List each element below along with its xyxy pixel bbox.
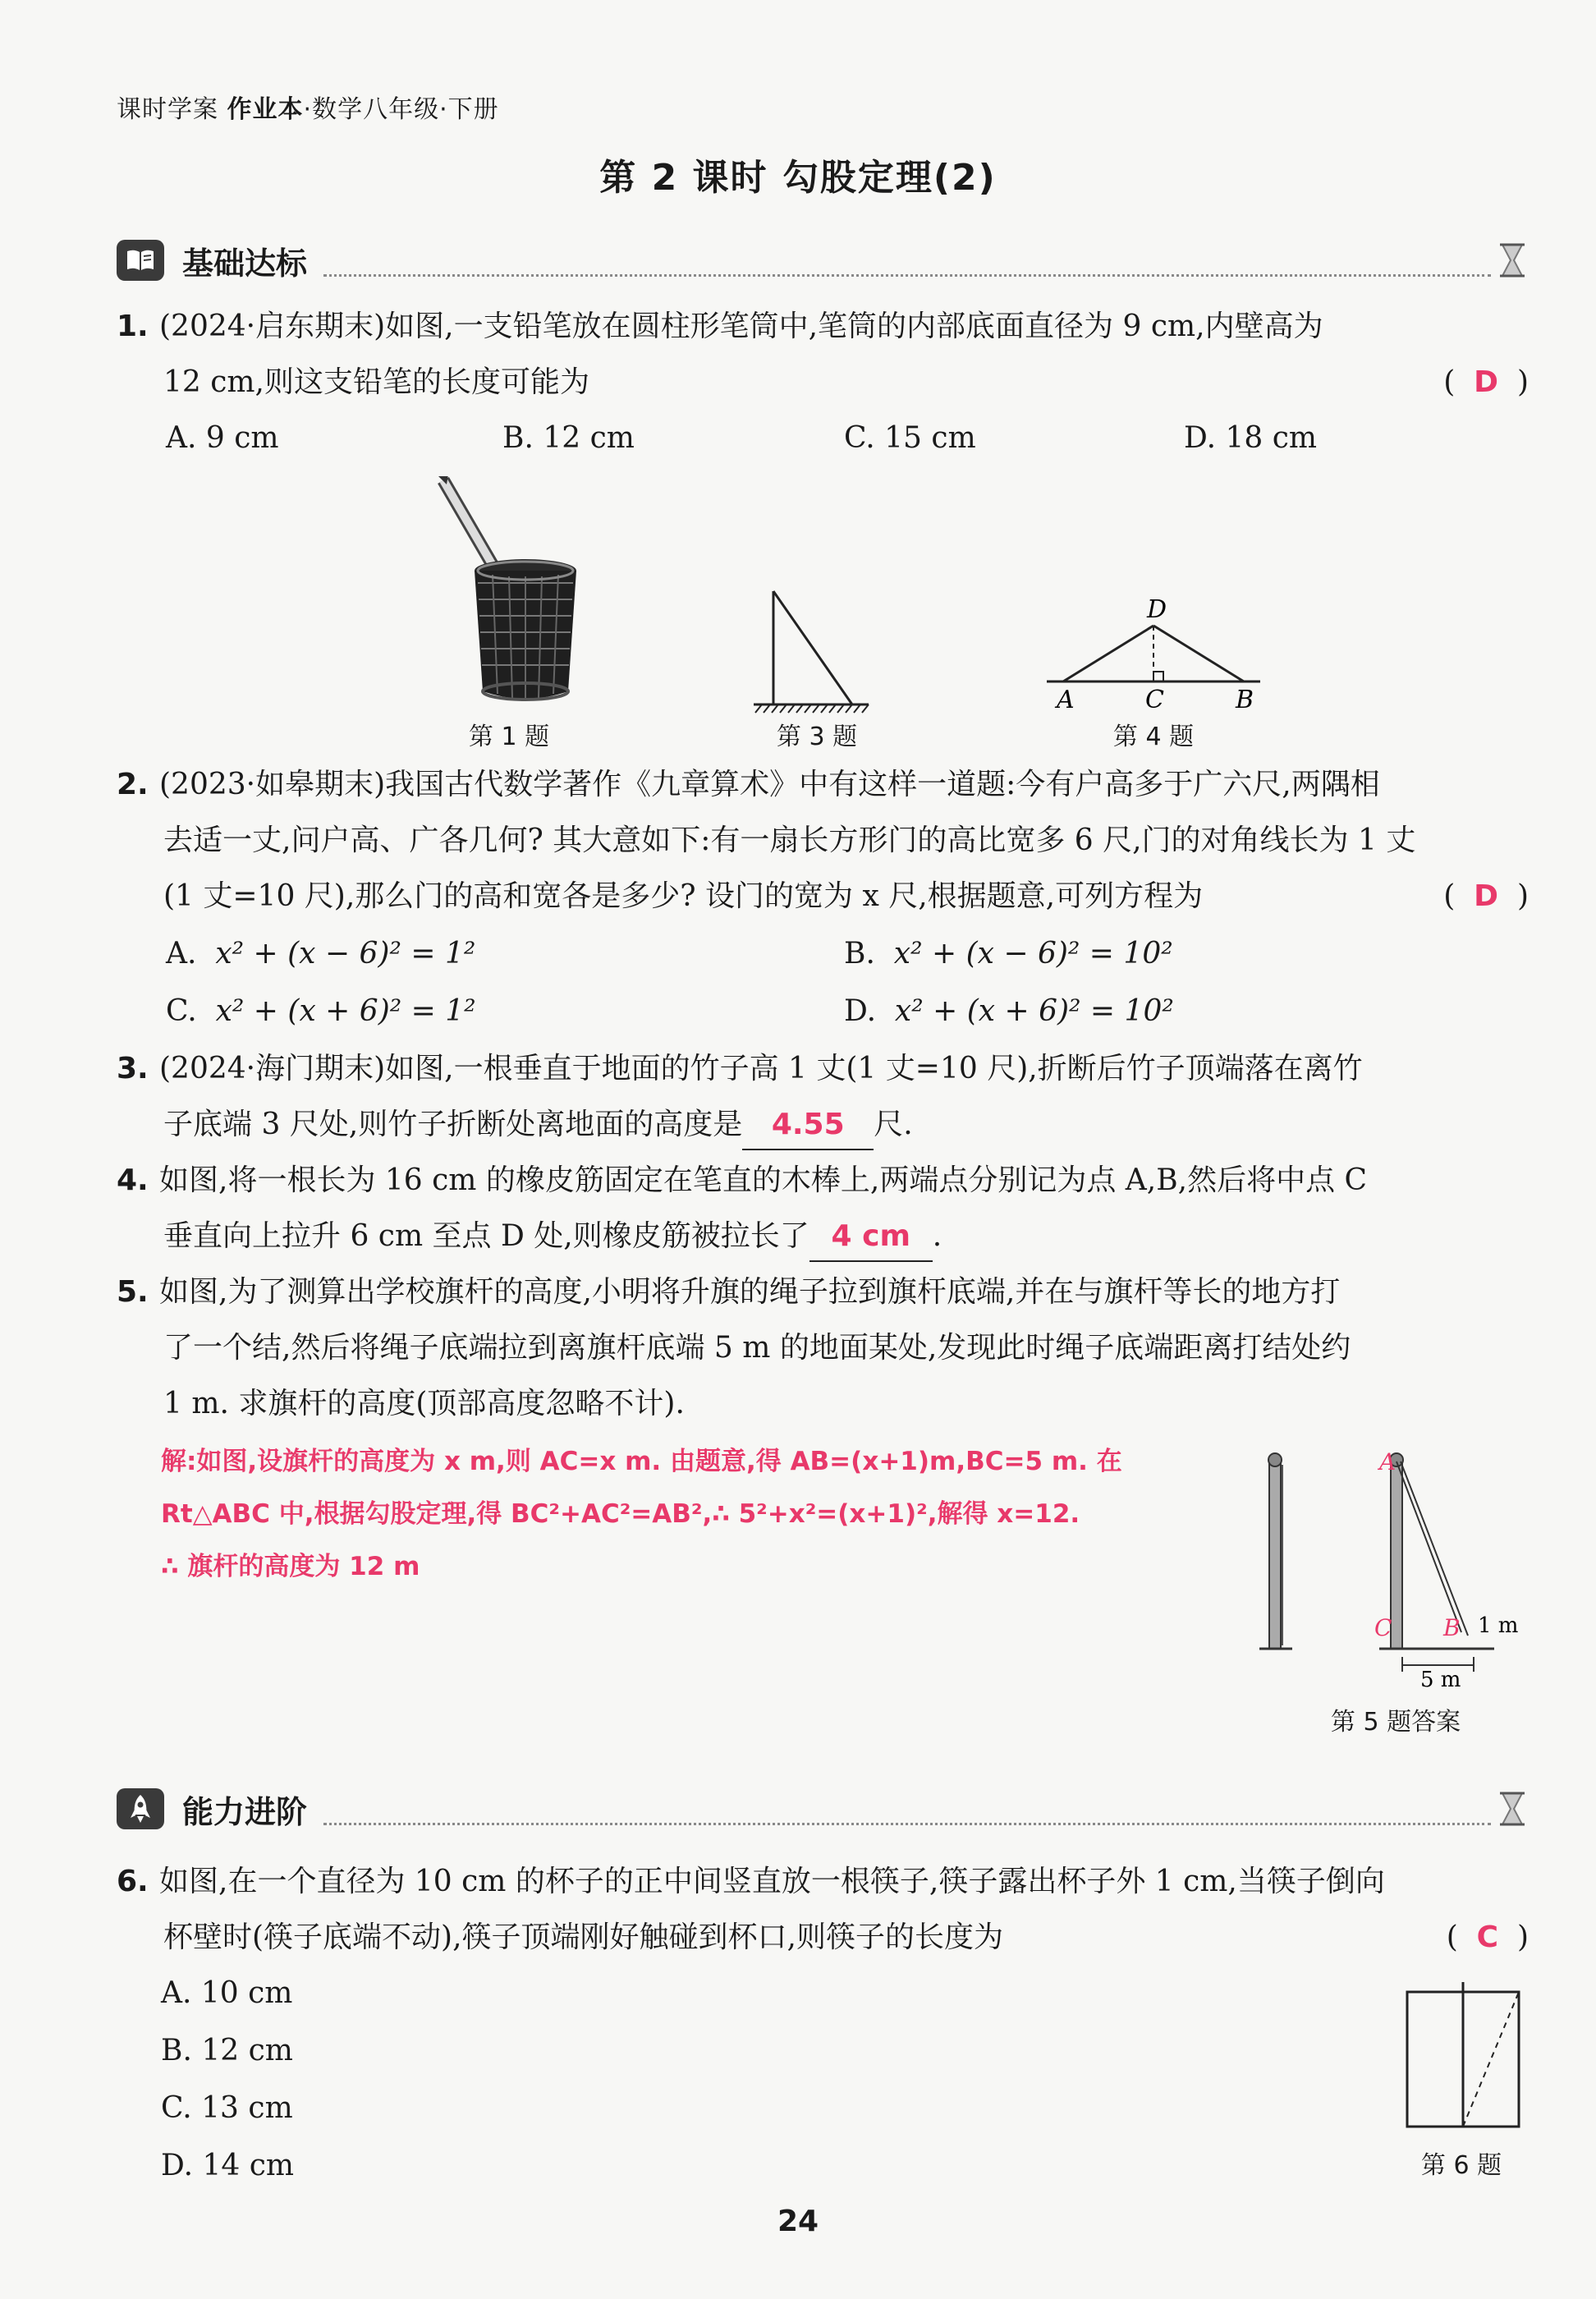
q6-option-a: A. 10 cm	[161, 1976, 293, 2010]
figure-caption-6: 第 6 题	[1420, 2151, 1502, 2180]
answer-bracket: ( C )	[1446, 1920, 1529, 1954]
dotted-divider	[323, 1823, 1491, 1825]
rubber-band-figure	[1039, 591, 1268, 714]
q5-line1: 如图,为了测算出学校旗杆的高度,小明将升旗的绳子拉到旗杆底端,并在与旗杆等长的地方打	[159, 1275, 1341, 1309]
question-6	[117, 1854, 1529, 1966]
figure-caption-4: 第 4 题	[1112, 723, 1195, 751]
lesson-title: 第 2 课时 勾股定理(2)	[599, 157, 997, 199]
book-icon	[117, 240, 164, 281]
flagpole-figure	[1256, 1445, 1535, 1691]
header-series: 课时学案	[117, 95, 218, 124]
q3-line2: 子底端 3 尺处,则竹子折断处离地面的高度是	[163, 1108, 743, 1141]
q4-line2: 垂直向上拉升 6 cm 至点 D 处,则橡皮筋被拉长了	[163, 1219, 809, 1253]
right-angle-mark	[1153, 672, 1163, 681]
section-basic-title: 基础达标	[182, 245, 308, 282]
question-3	[117, 1041, 1529, 1153]
q5-line3: 1 m. 求旗杆的高度(顶部高度忽略不计).	[163, 1387, 685, 1420]
figure-caption-1: 第 1 题	[468, 723, 550, 751]
question-2	[117, 757, 1529, 925]
label-c: C	[1374, 1614, 1392, 1641]
solution-line-2: Rt△ABC 中,根据勾股定理,得 BC²+AC²=AB²,∴ 5²+x²=(x+1)²,解得 x=12.	[161, 1499, 1080, 1529]
q6-answer: C	[1476, 1920, 1499, 1954]
chopstick-tilted	[1463, 1992, 1519, 2127]
label-c: C	[1145, 686, 1164, 714]
question-number: 5.	[117, 1275, 149, 1309]
q3-answer-blank: 4.55	[742, 1101, 874, 1150]
q4-line1: 如图,将一根长为 16 cm 的橡皮筋固定在笔直的木棒上,两端点分别记为点 A,B,然后将中点 C	[159, 1163, 1368, 1197]
q2-line3: (1 丈=10 尺),那么门的高和宽各是多少? 设门的宽为 x 尺,根据题意,可列方程为	[163, 879, 1204, 913]
q2-option-a: A. x² + (x − 6)² = 1²	[166, 937, 476, 971]
figure-caption-3: 第 3 题	[776, 723, 858, 751]
label-one-meter: 1 m	[1478, 1613, 1519, 1638]
q2-line1: (2023·如皋期末)我国古代数学著作《九章算术》中有这样一道题:今有户高多于广六尺,两隅相	[159, 768, 1380, 801]
q3-line1: (2024·海门期末)如图,一根垂直于地面的竹子高 1 丈(1 丈=10 尺),折断后竹子顶端落在离竹	[159, 1052, 1363, 1085]
answer-bracket: ( D )	[1443, 365, 1529, 399]
q6-option-c: C. 13 cm	[161, 2091, 293, 2125]
question-1	[117, 299, 1529, 411]
question-number: 3.	[117, 1052, 149, 1085]
q1-answer: D	[1474, 365, 1499, 399]
hourglass-icon	[1496, 1788, 1529, 1829]
page-number: 24	[777, 2205, 819, 2238]
figure-caption-5: 第 5 题答案	[1330, 1708, 1461, 1737]
band-right	[1153, 626, 1244, 681]
question-number: 4.	[117, 1163, 149, 1197]
dotted-divider	[323, 274, 1491, 277]
q5-line2: 了一个结,然后将绳子底端拉到离旗杆底端 5 m 的地面某处,发现此时绳子底端距离打结处约	[163, 1331, 1351, 1365]
q2-option-d: D. x² + (x + 6)² = 10²	[844, 994, 1174, 1028]
hourglass-icon	[1496, 240, 1529, 281]
q3-line2-end: 尺.	[874, 1108, 913, 1141]
section-advanced-header	[117, 1780, 1529, 1838]
cup-chopstick-figure	[1396, 1979, 1527, 2135]
q6-option-b: B. 12 cm	[161, 2034, 293, 2067]
label-b: B	[1443, 1614, 1461, 1641]
q1-line1: (2024·启东期末)如图,一支铅笔放在圆柱形笔筒中,笔筒的内部底面直径为 9 cm,内壁高为	[159, 310, 1323, 343]
q6-line1: 如图,在一个直径为 10 cm 的杯子的正中间竖直放一根筷子,筷子露出杯子外 1 cm,当筷子倒向	[159, 1865, 1385, 1898]
header-book: 作业本	[227, 95, 304, 124]
question-number: 1.	[117, 310, 149, 343]
q1-option-a: A. 9 cm	[166, 421, 279, 455]
label-a: A	[1057, 686, 1075, 714]
q2-option-b: B. x² + (x − 6)² = 10²	[844, 937, 1173, 971]
section-advanced-title: 能力进阶	[182, 1793, 308, 1830]
solution-line-3: ∴ 旗杆的高度为 12 m	[161, 1552, 420, 1581]
cup-shape	[475, 559, 576, 700]
question-4	[117, 1153, 1529, 1264]
q5-solution	[161, 1435, 1261, 1593]
label-five-meter: 5 m	[1420, 1668, 1461, 1691]
q1-option-c: C. 15 cm	[844, 421, 976, 455]
flagpole-right	[1379, 1453, 1494, 1672]
question-5	[117, 1264, 1529, 1432]
header-subject: ·数学八年级·下册	[303, 95, 499, 124]
q2-option-c: C. x² + (x + 6)² = 1²	[166, 994, 476, 1028]
question-number: 6.	[117, 1865, 149, 1898]
flagpole-left	[1259, 1453, 1292, 1649]
band-left	[1063, 626, 1153, 681]
solution-line-1: 解:如图,设旗杆的高度为 x m,则 AC=x m. 由题意,得 AB=(x+1)m,BC=5 m. 在	[161, 1447, 1122, 1476]
label-a: A	[1379, 1448, 1396, 1475]
bamboo-figure	[739, 575, 887, 714]
question-number: 2.	[117, 768, 149, 801]
q2-line2: 去适一丈,问户高、广各几何? 其大意如下:有一扇长方形门的高比宽多 6 尺,门的对角线长为 1 丈	[163, 824, 1416, 857]
pencil-cup-figure	[427, 476, 608, 706]
q6-option-d: D. 14 cm	[161, 2149, 295, 2182]
answer-bracket: ( D )	[1443, 879, 1529, 913]
label-b: B	[1236, 686, 1254, 714]
label-d: D	[1147, 595, 1167, 624]
q1-line2: 12 cm,则这支铅笔的长度可能为	[163, 365, 589, 399]
q1-option-d: D. 18 cm	[1184, 421, 1318, 455]
q1-option-b: B. 12 cm	[502, 421, 635, 455]
bamboo-broken-part	[773, 591, 852, 704]
book-header	[117, 89, 499, 125]
section-basic-header	[117, 232, 1529, 289]
q6-line2: 杯壁时(筷子底端不动),筷子顶端刚好触碰到杯口,则筷子的长度为	[163, 1920, 1003, 1954]
rocket-icon	[117, 1788, 164, 1829]
q4-line2-end: .	[932, 1219, 942, 1253]
q2-answer: D	[1474, 879, 1499, 913]
q4-answer-blank: 4 cm	[809, 1213, 933, 1262]
